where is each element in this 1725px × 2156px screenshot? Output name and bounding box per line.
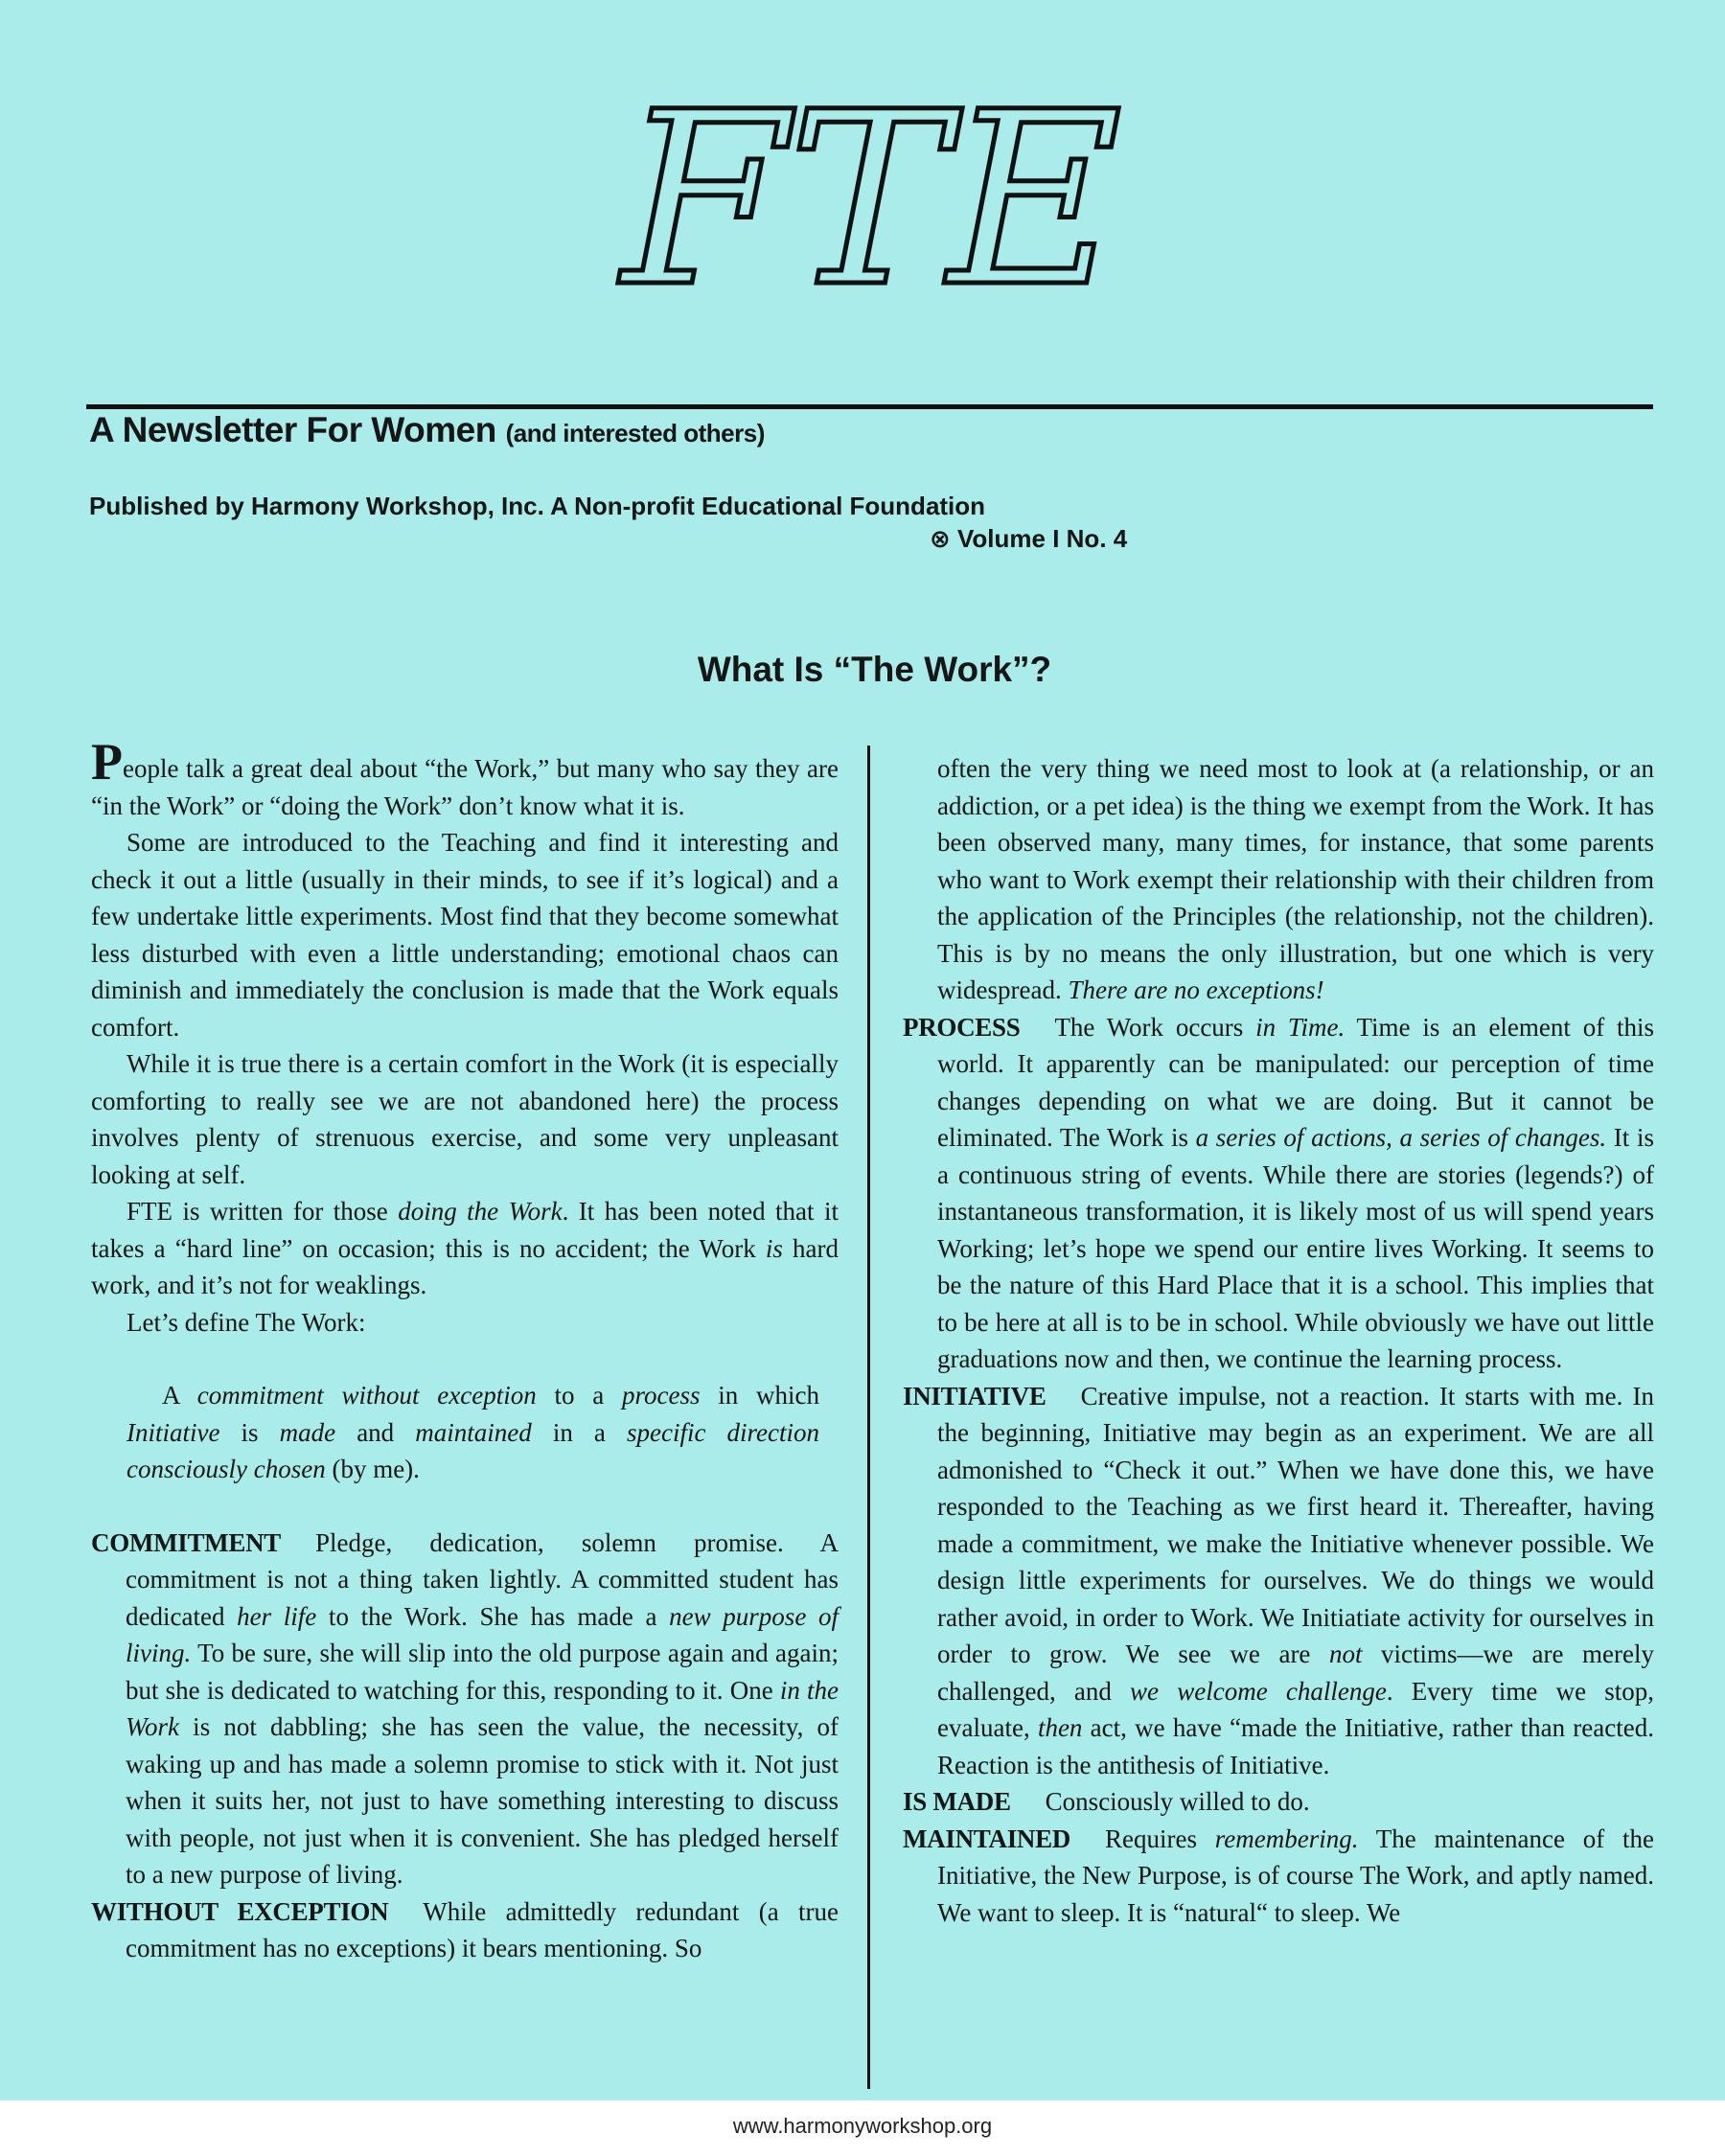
process-paragraph [903,1009,1654,1378]
newsletter-subtitle [89,410,765,450]
continuation-paragraph [903,750,1654,1009]
term-without-exception: WITHOUT EXCEPTION [91,1896,389,1926]
q-text-g: is [219,1417,280,1447]
q-emph-d: process [621,1381,701,1410]
fte-logo-text: FTE [621,67,1123,339]
is-made-paragraph [903,1783,1654,1821]
initiative-text-a: Creative impulse, not a reaction. It starts with me. In the beginning, Initiative may begin as an experiment. We are all admonished to “Check it out.” When we have done this, we have responded to the Teaching as we first heard it. Thereafter, having made a commitment, we make the Initiative whenever possible. We design little experiments for ourselves. We do things we would rather avoid, in order to Work. We Initiatiate activity for ourselves in order to grow. We see we are [937,1381,1654,1668]
left-column [91,733,839,1967]
initiative-text-c: victims—we are merely challenged, and [937,1640,1654,1706]
maintained-emph-b: remembering. [1214,1823,1359,1853]
term-maintained: MAINTAINED [903,1823,1071,1853]
fte-emph-1: doing the Work [398,1197,563,1226]
footer-url: www.harmonyworkshop.org [732,2114,993,2138]
maintained-text-c: The maintenance of the Initiative, the New Purpose, is of course The Work, and aptly named. We want to sleep. It is “natural“ to sleep. We [937,1823,1655,1927]
without-exception-paragraph [91,1893,839,1967]
term-is-made: IS MADE [903,1787,1011,1816]
q-emph-f: Initiative [126,1417,220,1447]
q-text-m: (by me). [325,1455,420,1483]
commitment-emph-d: new purpose of living. [126,1601,839,1667]
column-divider [867,745,870,2089]
paragraph-intro [91,733,839,824]
volume-number: ⊗ Volume I No. 4 [930,524,1128,553]
q-text-a: A [162,1381,197,1410]
masthead-rule [86,404,1653,409]
maintained-paragraph [903,1821,1654,1932]
q-emph-j: maintained [415,1417,532,1447]
q-emph-h: made [279,1417,336,1447]
commitment-paragraph [91,1525,839,1893]
term-process: PROCESS [903,1012,1021,1042]
drop-cap: P [91,733,123,791]
initiative-emph-d: we welcome challenge [1130,1676,1387,1706]
term-commitment: COMMITMENT [91,1527,281,1557]
initiative-paragraph [903,1378,1654,1784]
article-title: What Is “The Work”? [697,650,1052,689]
no-exceptions-emph: There are no exceptions! [1068,975,1324,1004]
definition-text [126,1377,819,1488]
subtitle-small: (and interested others) [505,419,765,447]
initiative-emph-b: not [1328,1640,1363,1668]
fte-text-3: hard work, and it’s not for weaklings. [91,1233,839,1299]
commitment-text-e: To be sure, she will slip into the old purpose again and again; but she is dedicated to watching for this, responding to it. One [126,1639,839,1705]
commitment-text-g: is not dabbling; she has seen the value, the necessity, of waking up and has made a solemn promise to stick with it. Not just when it suits her, not just to have something interesting to discuss with people, not just when it is convenient. She has pledged herself to a new purpose of living. [126,1712,839,1889]
fte-text-2: . It has been noted that it takes a “hard line” on occasion; this is no accident; the Work [91,1197,839,1263]
fte-script-logo [422,67,1322,345]
intro-text: eople talk a great deal about “the Work,” but many who say they are “in the Work” or “doing the Work” don’t know what it is. [91,754,839,820]
commitment-definition [91,1525,839,1967]
subtitle-main: A Newsletter For Women [89,410,496,449]
initiative-emph-f: then [1037,1713,1083,1742]
q-text-c: to a [536,1381,622,1410]
q-emph-l: specific direction consciously chosen [126,1417,819,1483]
q-text-i: and [335,1417,416,1447]
paragraph-teaching: Some are introduced to the Teaching and find it interesting and check it out a little (usually in their minds, to see if it’s logical) and a few undertake little experiments. Most find that they become somewhat less disturbed with even a little understanding; emotional chaos can diminish and immediately the conclusion is made that the Work equals comfort. [91,828,839,1042]
term-initiative: INITIATIVE [903,1381,1046,1411]
is-made-text: Consciously willed to do. [1045,1787,1310,1816]
process-text-a: The Work occurs [1054,1012,1256,1042]
commitment-emph-b: her life [237,1601,317,1631]
fte-logo-graphic [422,67,1322,345]
without-text: While admittedly redundant (a true commitment has no exceptions) it bears mentioning. So [126,1896,839,1962]
fte-emph-2: is [765,1233,783,1263]
continuation-text: often the very thing we need most to look at (a relationship, or an addiction, or a pet idea) is the thing we exempt from the Work. It has been observed many, many times, for instance, that some parents who want to Work exempt their relationship with their children from the application of the Principles (the relationship, not the children). This is by no means the only illustration, but one which is very widespread. [937,754,1654,1004]
definition-quote [91,1377,839,1488]
publisher-line: Published by Harmony Workshop, Inc. A Non-profit Educational Foundation [89,492,986,520]
commitment-text-c: to the Work. She has made a [316,1601,670,1631]
paragraph-define: Let’s define The Work: [126,1307,366,1337]
right-column [903,750,1654,1931]
process-emph-b: in Time. [1255,1012,1346,1042]
q-text-k: in a [531,1417,627,1447]
process-text-c: Time is an element of this world. It apparently can be manipulated: our perception of time changes depending on what we are doing. But it cannot be eliminated. The Work is [937,1012,1655,1152]
right-definitions [903,750,1654,1931]
process-emph-d: a series of actions, a series of changes. [1195,1123,1607,1152]
paragraph-fte [91,1193,839,1304]
fte-text-1: FTE is written for those [126,1197,399,1226]
commitment-text-a: Pledge, dedication, solemn promise. A commitment is not a thing taken lightly. A committed student has dedicated [126,1527,839,1631]
initiative-text-g: act, we have “made the Initiative, rather than reacted. Reaction is the antithesis of Initiative. [937,1713,1654,1779]
process-text-e: It is a continuous string of events. While there are stories (legends?) of instantaneous transformation, it is likely most of us will spend years Working; let’s hope we spend our entire lives Working. It seems to be the nature of this Hard Place that it is a school. This implies that to be here at all is to be in school. While obviously we have out little graduations now and then, we continue the learning process. [937,1123,1654,1373]
commitment-emph-f: in the Work [126,1675,839,1741]
initiative-text-e: . Every time we stop, evaluate, [937,1676,1654,1742]
q-text-e: in which [700,1381,819,1410]
paragraph-comfort: While it is true there is a certain comfort in the Work (it is especially comforting to really see we are not abandoned here) the process involves plenty of strenuous exercise, and some very unpleasant looking at self. [91,1049,839,1189]
q-emph-b: commitment without exception [196,1381,537,1410]
maintained-text-a: Requires [1105,1823,1215,1853]
